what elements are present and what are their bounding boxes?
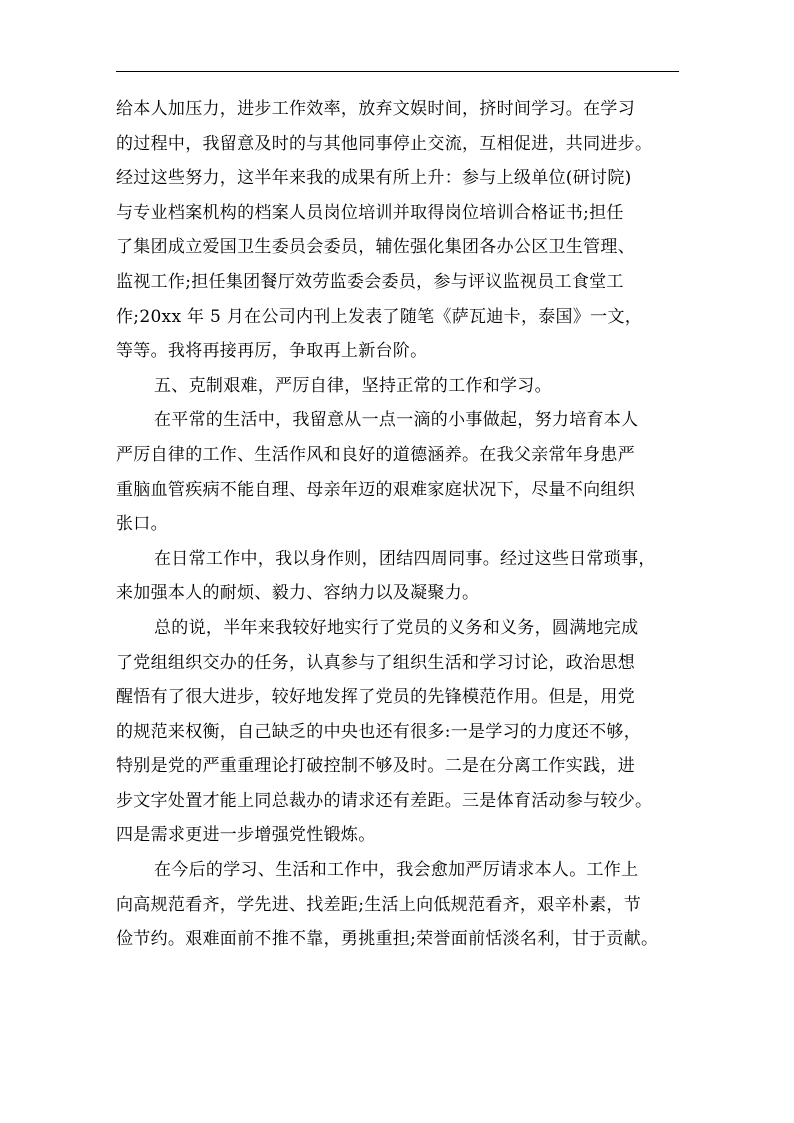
text-line: 经过这些努力，这半年来我的成果有所上升：参与上级单位(研讨院) — [116, 168, 632, 189]
text-line: 监视工作;担任集团餐厅效劳监委会委员，参与评议监视员工食堂工 — [116, 271, 624, 292]
text-line: 严厉自律的工作、生活作风和良好的道德涵养。在我父亲常年身患严 — [116, 444, 635, 465]
section-heading: 五、克制艰难，严厉自律，坚持正常的工作和学习。 — [154, 375, 552, 396]
paragraph-start: 在今后的学习、生活和工作中，我会愈加严厉请求本人。工作上 — [154, 860, 639, 881]
text-line: 等等。我将再接再厉，争取再上新台阶。 — [116, 341, 428, 362]
text-line: 醒悟有了很大进步，较好地发挥了党员的先锋模范作用。但是，用党 — [116, 687, 635, 708]
text-line: 了党组组织交办的任务，认真参与了组织生活和学习讨论，政治思想 — [116, 652, 635, 673]
text-line: 与专业档案机构的档案人员岗位培训并取得岗位培训合格证书;担任 — [116, 202, 624, 223]
text-line: 特别是党的严重重理论打破控制不够及时。二是在分离工作实践，进 — [116, 756, 635, 777]
paragraph-start: 总的说，半年来我较好地实行了党员的义务和义务，圆满地完成 — [154, 617, 639, 638]
text-line: 的过程中，我留意及时的与其他同事停止交流，互相促进，共同进步。 — [116, 133, 653, 154]
text-line: 俭节约。艰难面前不推不靠，勇挑重担;荣誉面前恬淡名利，甘于贡献。 — [116, 929, 659, 950]
paragraph-start: 在平常的生活中，我留意从一点一滴的小事做起，努力培育本人 — [154, 410, 639, 431]
text-line: 的规范来权衡，自己缺乏的中央也还有很多:一是学习的力度还不够， — [116, 721, 642, 742]
text-line: 了集团成立爱国卫生委员会委员，辅佐强化集团各办公区卫生管理、 — [116, 237, 635, 258]
paragraph-start: 在日常工作中，我以身作则，团结四周同事。经过这些日常琐事， — [154, 548, 656, 569]
text-line: 步文字处置才能上同总裁办的请求还有差距。三是体育活动参与较少。 — [116, 790, 653, 811]
text-line: 张口。 — [116, 514, 168, 535]
text-line: 作;20xx 年 5 月在公司内刊上发表了随笔《萨瓦迪卡，泰国》一文， — [116, 306, 643, 327]
text-line: 四是需求更进一步增强党性锻炼。 — [116, 825, 376, 846]
text-line: 向高规范看齐，学先进、找差距;生活上向低规范看齐，艰辛朴素，节 — [116, 894, 642, 915]
text-line: 来加强本人的耐烦、毅力、容纳力以及凝聚力。 — [116, 583, 480, 604]
text-line: 重脑血管疾病不能自理、母亲年迈的艰难家庭状况下，尽量不向组织 — [116, 479, 635, 500]
document-body — [116, 92, 679, 957]
header-rule — [116, 71, 679, 72]
text-line: 给本人加压力，进步工作效率，放弃文娱时间，挤时间学习。在学习 — [116, 99, 635, 119]
